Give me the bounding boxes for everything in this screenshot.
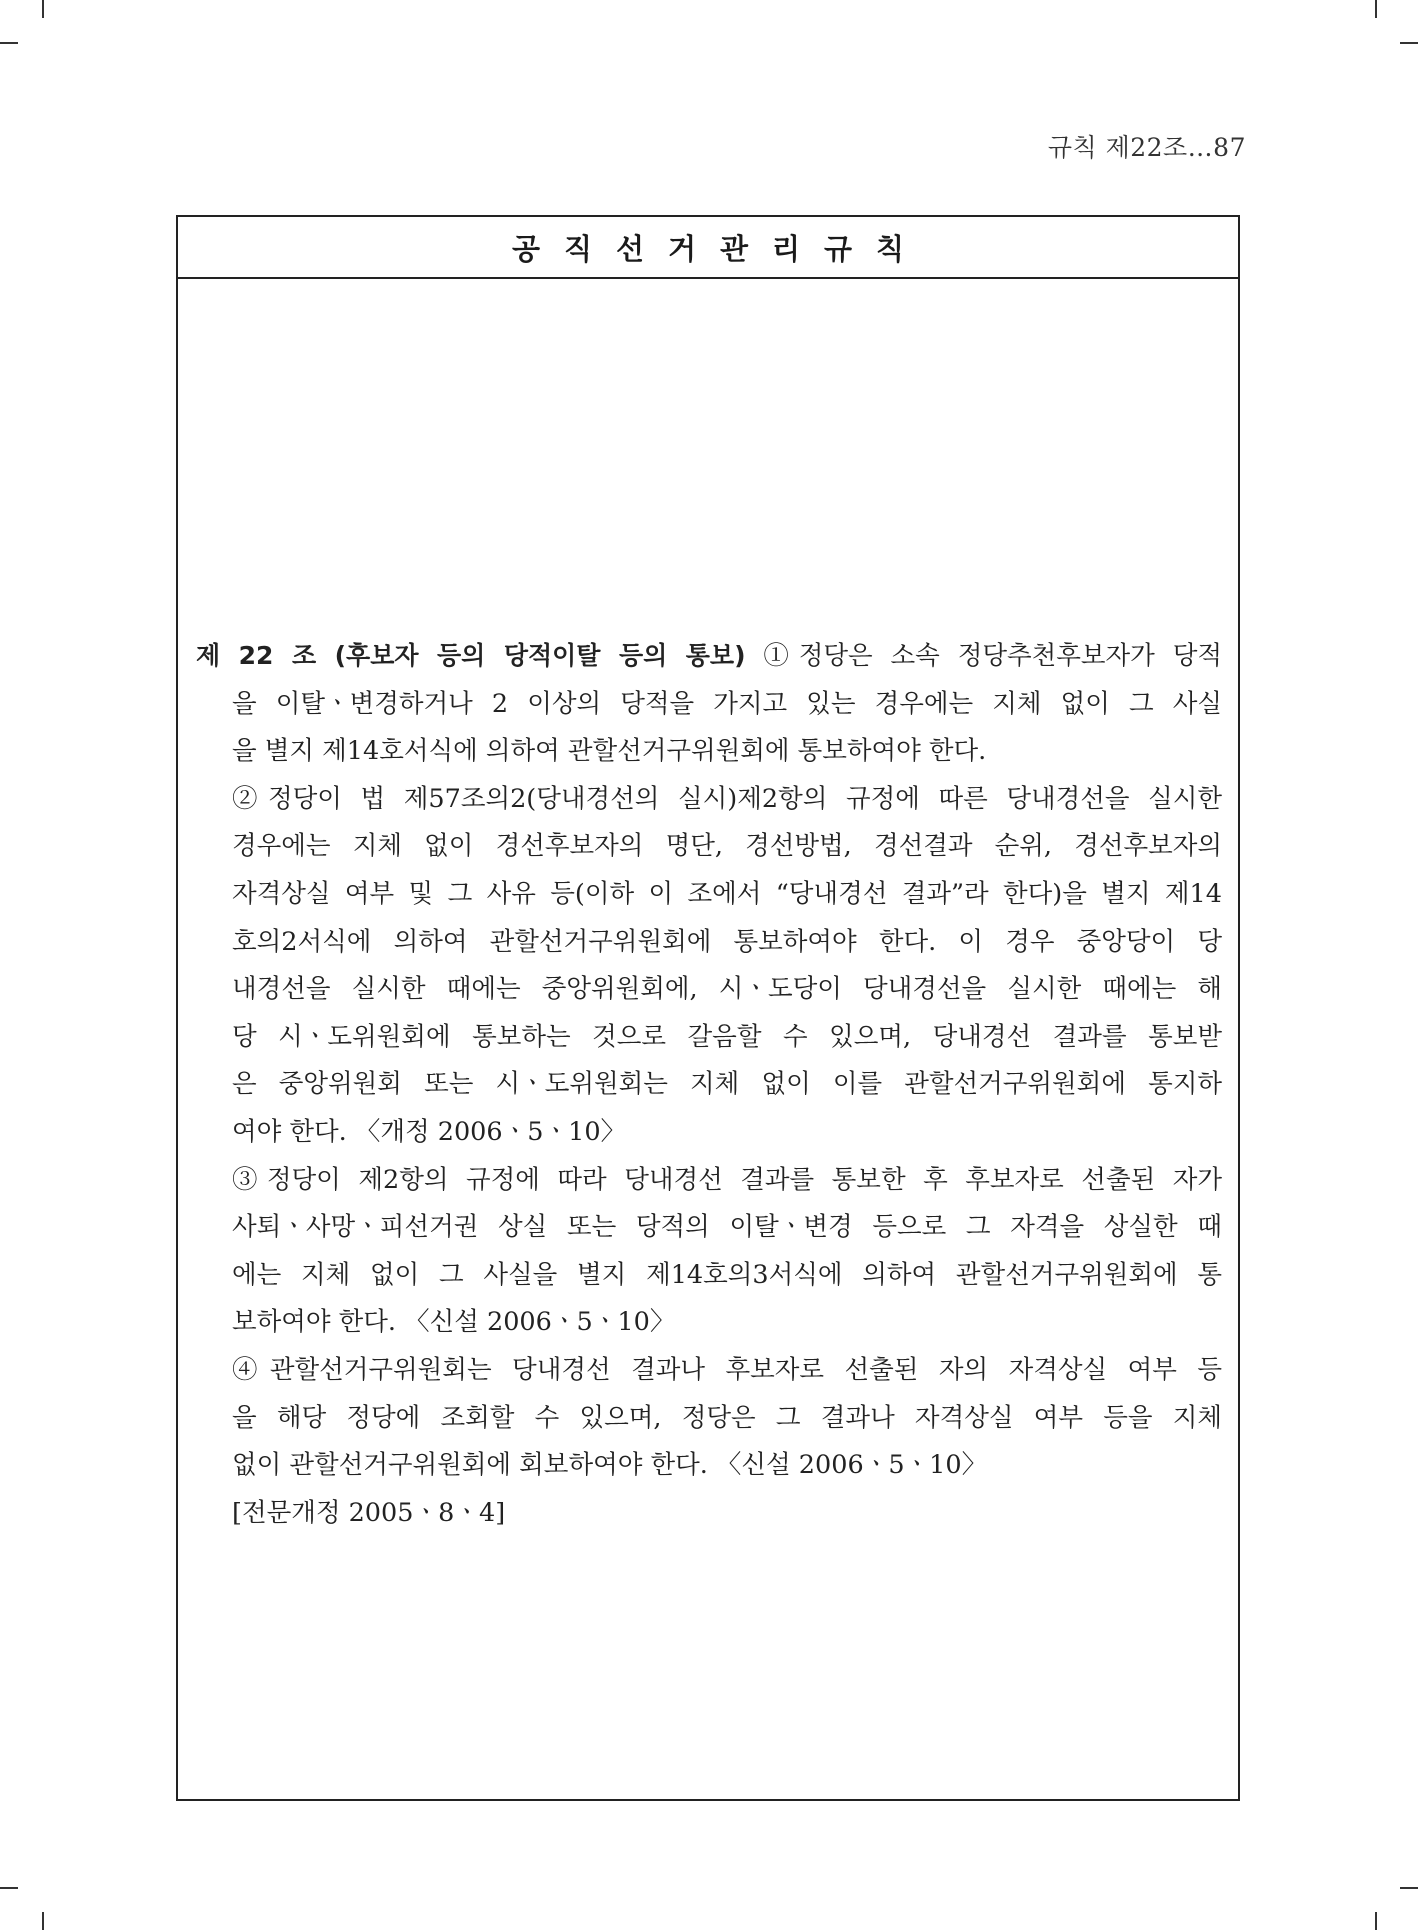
article-line: 은 중앙위원회 또는 시ㆍ도위원회는 지체 없이 이를 관할선거구위원회에 통지하 xyxy=(232,1069,1222,1100)
regulation-frame xyxy=(176,215,1240,1801)
article-line: 당 시ㆍ도위원회에 통보하는 것으로 갈음할 수 있으며, 당내경선 결과를 통보받 xyxy=(232,1021,1222,1052)
article-line: 없이 관할선거구위원회에 회보하여야 한다. 〈신설 2006ㆍ5ㆍ10〉 xyxy=(232,1450,988,1481)
crop-mark xyxy=(42,0,44,18)
article-line: ④관할선거구위원회는 당내경선 결과나 후보자로 선출된 자의 자격상실 여부 등 xyxy=(232,1354,1222,1385)
article-line: 경우에는 지체 없이 경선후보자의 명단, 경선방법, 경선결과 순위, 경선후보자의 xyxy=(232,831,1222,862)
article-line: ③정당이 제2항의 규정에 따라 당내경선 결과를 통보한 후 후보자로 선출된 자가 xyxy=(232,1164,1222,1195)
crop-mark xyxy=(1375,1912,1377,1930)
article-line: 을 해당 정당에 조회할 수 있으며, 정당은 그 결과나 자격상실 여부 등을 지체 xyxy=(232,1402,1222,1433)
article-line: 호의2서식에 의하여 관할선거구위원회에 통보하여야 한다. 이 경우 중앙당이 당 xyxy=(232,926,1222,957)
amendment-note: [전문개정 2005ㆍ8ㆍ4] xyxy=(232,1497,506,1528)
article-line: 자격상실 여부 및 그 사유 등(이하 이 조에서 “당내경선 결과”라 한다)을 별지 제14 xyxy=(232,878,1222,909)
running-head: 규칙 제22조…87 xyxy=(1047,133,1246,162)
article-line: 여야 한다. 〈개정 2006ㆍ5ㆍ10〉 xyxy=(232,1116,627,1147)
article-line: 보하여야 한다. 〈신설 2006ㆍ5ㆍ10〉 xyxy=(232,1307,676,1338)
article-line: 사퇴ㆍ사망ㆍ피선거권 상실 또는 당적의 이탈ㆍ변경 등으로 그 자격을 상실한 때 xyxy=(232,1212,1222,1243)
frame-title: 공직선거관리규칙 xyxy=(178,217,1238,279)
article-line: ②정당이 법 제57조의2(당내경선의 실시)제2항의 규정에 따른 당내경선을 실시한 xyxy=(232,783,1222,814)
crop-mark xyxy=(1400,42,1418,44)
article-line: ①정당은 소속 정당추천후보자가 당적 xyxy=(763,641,1222,671)
article-first-line xyxy=(196,632,1222,681)
article-heading: 제 22 조 (후보자 등의 당적이탈 등의 통보) xyxy=(196,641,746,670)
article-22 xyxy=(196,632,1222,1537)
crop-mark xyxy=(0,1887,18,1889)
article-line: 을 별지 제14호서식에 의하여 관할선거구위원회에 통보하여야 한다. xyxy=(232,736,987,767)
article-line: 내경선을 실시한 때에는 중앙위원회에, 시ㆍ도당이 당내경선을 실시한 때에는 해 xyxy=(232,974,1222,1005)
article-line: 을 이탈ㆍ변경하거나 2 이상의 당적을 가지고 있는 경우에는 지체 없이 그 사실 xyxy=(232,688,1222,719)
article-line: 에는 지체 없이 그 사실을 별지 제14호의3서식에 의하여 관할선거구위원회에 통 xyxy=(232,1259,1222,1290)
crop-mark xyxy=(1375,0,1377,18)
crop-mark xyxy=(42,1912,44,1930)
crop-mark xyxy=(1400,1887,1418,1889)
crop-mark xyxy=(0,42,18,44)
